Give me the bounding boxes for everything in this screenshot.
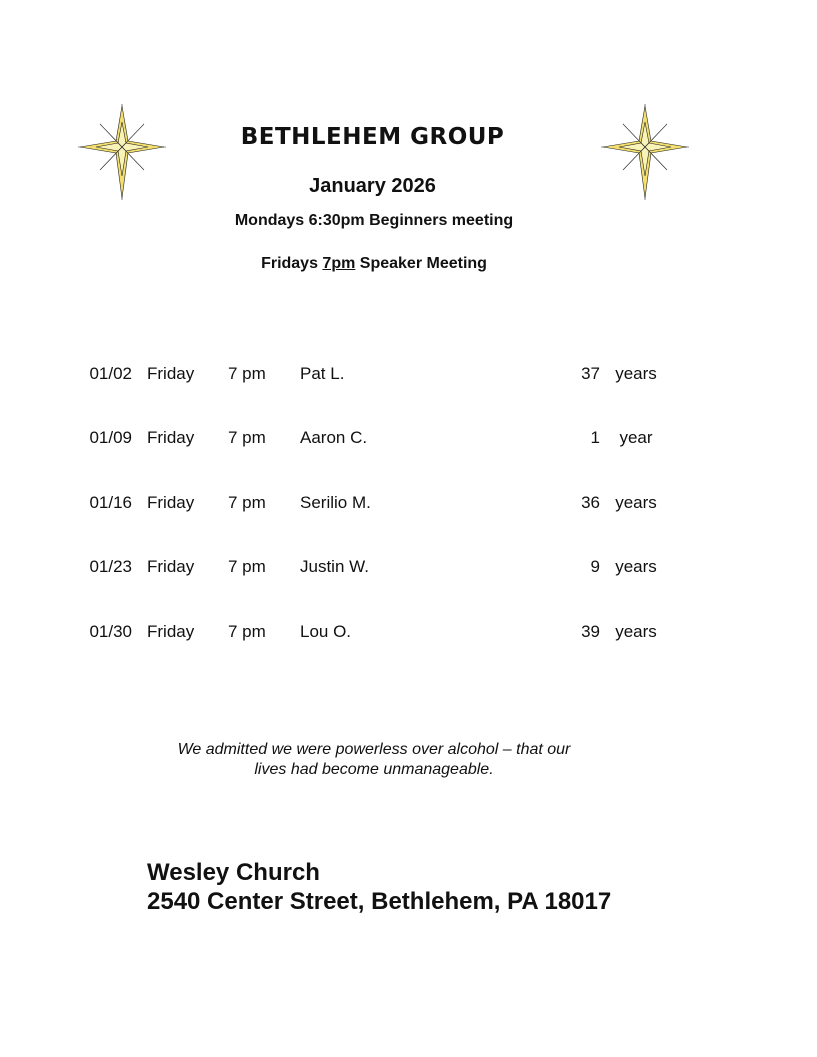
sobriety-unit: years (615, 557, 657, 576)
speaker-row (0, 493, 817, 517)
speaker-row (0, 557, 817, 581)
sobriety-unit: year (619, 428, 653, 447)
meeting-day: Friday (147, 493, 195, 512)
friday-time: 7pm (322, 255, 356, 272)
sobriety-unit: years (615, 622, 657, 641)
meeting-day: Friday (147, 622, 195, 641)
friday-meeting-type: Speaker Meeting (355, 255, 487, 272)
speaker-name: Justin W. (300, 557, 369, 576)
friday-schedule (0, 255, 748, 273)
sobriety-count: 9 (590, 557, 600, 576)
speaker-name: Pat L. (300, 364, 345, 383)
meeting-time: 7 pm (228, 557, 266, 576)
meeting-date: 01/09 (89, 428, 132, 447)
meeting-date: 01/30 (89, 622, 132, 641)
speaker-name: Serilio M. (300, 493, 371, 512)
speaker-name: Aaron C. (300, 428, 368, 447)
speaker-row (0, 428, 817, 452)
sobriety-count: 39 (581, 622, 600, 641)
group-title: BETHLEHEM GROUP (240, 124, 505, 150)
meeting-date: 01/16 (89, 493, 132, 512)
venue-name: Wesley Church (147, 859, 320, 886)
sobriety-unit: years (615, 493, 657, 512)
location-block (147, 858, 611, 916)
meeting-time: 7 pm (228, 622, 266, 641)
meeting-day: Friday (147, 557, 195, 576)
step-one-quote (0, 740, 748, 780)
meeting-date: 01/02 (89, 364, 132, 383)
friday-label: Fridays (261, 255, 323, 272)
meeting-day: Friday (147, 364, 195, 383)
speaker-row (0, 364, 817, 388)
monday-schedule: Mondays 6:30pm Beginners meeting (234, 212, 514, 229)
sobriety-count: 36 (581, 493, 600, 512)
meeting-time: 7 pm (228, 493, 266, 512)
meeting-day: Friday (147, 428, 195, 447)
meeting-time: 7 pm (228, 428, 266, 447)
street-address: 2540 Center Street, Bethlehem, PA 18017 (147, 888, 612, 915)
sobriety-count: 1 (590, 428, 600, 447)
sobriety-count: 37 (581, 364, 600, 383)
quote-line-2: lives had become unmanageable. (254, 761, 494, 778)
meeting-date: 01/23 (89, 557, 132, 576)
month-heading: January 2026 (309, 175, 436, 197)
speaker-name: Lou O. (300, 622, 352, 641)
meeting-time: 7 pm (228, 364, 266, 383)
sobriety-unit: years (615, 364, 657, 383)
quote-line-1: We admitted we were powerless over alcohol – that our (177, 741, 571, 758)
speaker-row (0, 622, 817, 646)
